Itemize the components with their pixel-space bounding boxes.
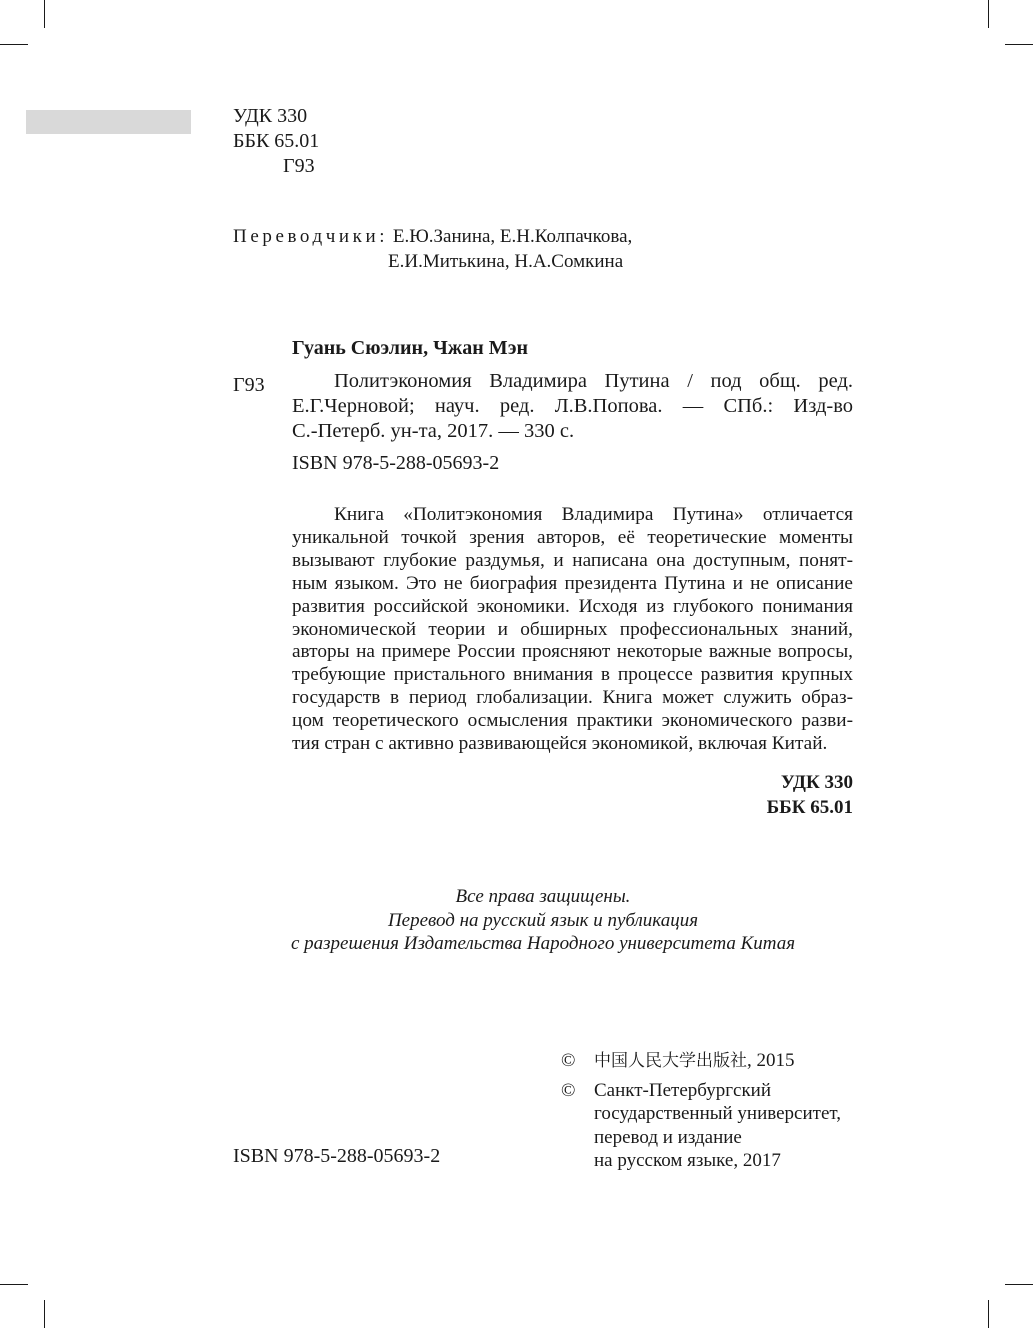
isbn-bottom: ISBN 978-5-288-05693-2 <box>233 1145 441 1167</box>
author-mark: Г93 <box>283 155 315 177</box>
copyright-line: перевод и издание <box>594 1126 742 1148</box>
copyright-line: государственный университет, <box>594 1103 842 1124</box>
crop-mark-bottom-left-h <box>0 1284 28 1285</box>
annotation-line: государств в период глобализации. Книга может служить образ- <box>292 687 853 709</box>
gray-bar <box>26 110 191 134</box>
crop-mark-bottom-right-v <box>988 1300 989 1328</box>
translators-label: Переводчики: <box>233 226 389 247</box>
codes-right <box>767 770 853 820</box>
annotation-line: требующие пристального внимания в процессе развития крупных <box>292 664 853 686</box>
udk-code-right: УДК 330 <box>780 772 853 793</box>
crop-mark-top-right-h <box>1005 44 1033 45</box>
bbk-code-right: ББК 65.01 <box>766 797 853 818</box>
bibliographic-description <box>292 369 853 444</box>
annotation-line: авторы на примере России проясняют некоторые важные вопросы, <box>292 641 853 663</box>
annotation-line: экономической теории и обширных профессиональных знаний, <box>292 618 853 640</box>
annotation-line: вызывают глубокие раздумья, и написана она доступным, понят- <box>292 549 853 571</box>
annotation-line: тия стран с активно развивающейся экономикой, включая Китай. <box>292 733 828 755</box>
authors-heading: Гуань Сюэлин, Чжан Мэн <box>292 337 529 359</box>
copyright-icon: © <box>561 1050 576 1071</box>
annotation-line: уникальной точкой зрения авторов, её теоретические моменты <box>292 526 853 548</box>
biblio-line-1: Политэкономия Владимира Путина / под общ. ред. <box>334 370 853 392</box>
biblio-mark: Г93 <box>233 374 265 396</box>
crop-mark-bottom-left-v <box>44 1300 45 1328</box>
translators-names-2: Е.И.Митькина, Н.А.Сомкина <box>388 251 624 272</box>
annotation-line: цом теоретического осмысления практики экономического разви- <box>292 710 853 732</box>
annotation <box>292 504 853 756</box>
rights-notice <box>233 885 853 956</box>
copyright-item-1 <box>561 1049 841 1074</box>
translators-names-1: Е.Ю.Занина, Е.Н.Колпачкова, <box>392 226 633 247</box>
annotation-line: Книга «Политэкономия Владимира Путина» отличается <box>334 504 853 525</box>
publisher-chinese: 中国人民大学出版社 <box>594 1051 747 1071</box>
udk-code: УДК 330 <box>233 105 308 127</box>
biblio-line-2: Е.Г.Черновой; науч. ред. Л.В.Попова. — СПб.: Изд-во <box>292 395 853 417</box>
biblio-line-3: С.-Петерб. ун-та, 2017. — 330 с. <box>292 420 575 442</box>
translators-block <box>233 224 632 274</box>
crop-mark-top-left-h <box>0 44 28 45</box>
annotation-line: развития российской экономики. Исходя из глубокого понимания <box>292 595 853 617</box>
copyright-item-2 <box>561 1079 841 1173</box>
annotation-line: ным языком. Это не биография президента Путина и не описание <box>292 572 853 594</box>
copyright-year-1: , 2015 <box>747 1050 795 1071</box>
copyright-line: на русском языке, 2017 <box>594 1150 781 1171</box>
classification-block <box>233 104 319 179</box>
crop-mark-top-right-v <box>988 0 989 28</box>
rights-line-3: с разрешения Издательства Народного университета Китая <box>290 933 796 954</box>
isbn-top: ISBN 978-5-288-05693-2 <box>292 452 500 474</box>
copyright-block <box>561 1049 841 1178</box>
crop-mark-top-left-v <box>44 0 45 28</box>
bbk-code: ББК 65.01 <box>233 130 320 152</box>
rights-line-1: Все права защищены. <box>455 886 631 907</box>
copyright-icon: © <box>561 1079 576 1101</box>
crop-mark-bottom-right-h <box>1005 1284 1033 1285</box>
copyright-line: Санкт-Петербургский <box>594 1079 772 1101</box>
rights-line-2: Перевод на русский язык и публикация <box>387 909 699 931</box>
